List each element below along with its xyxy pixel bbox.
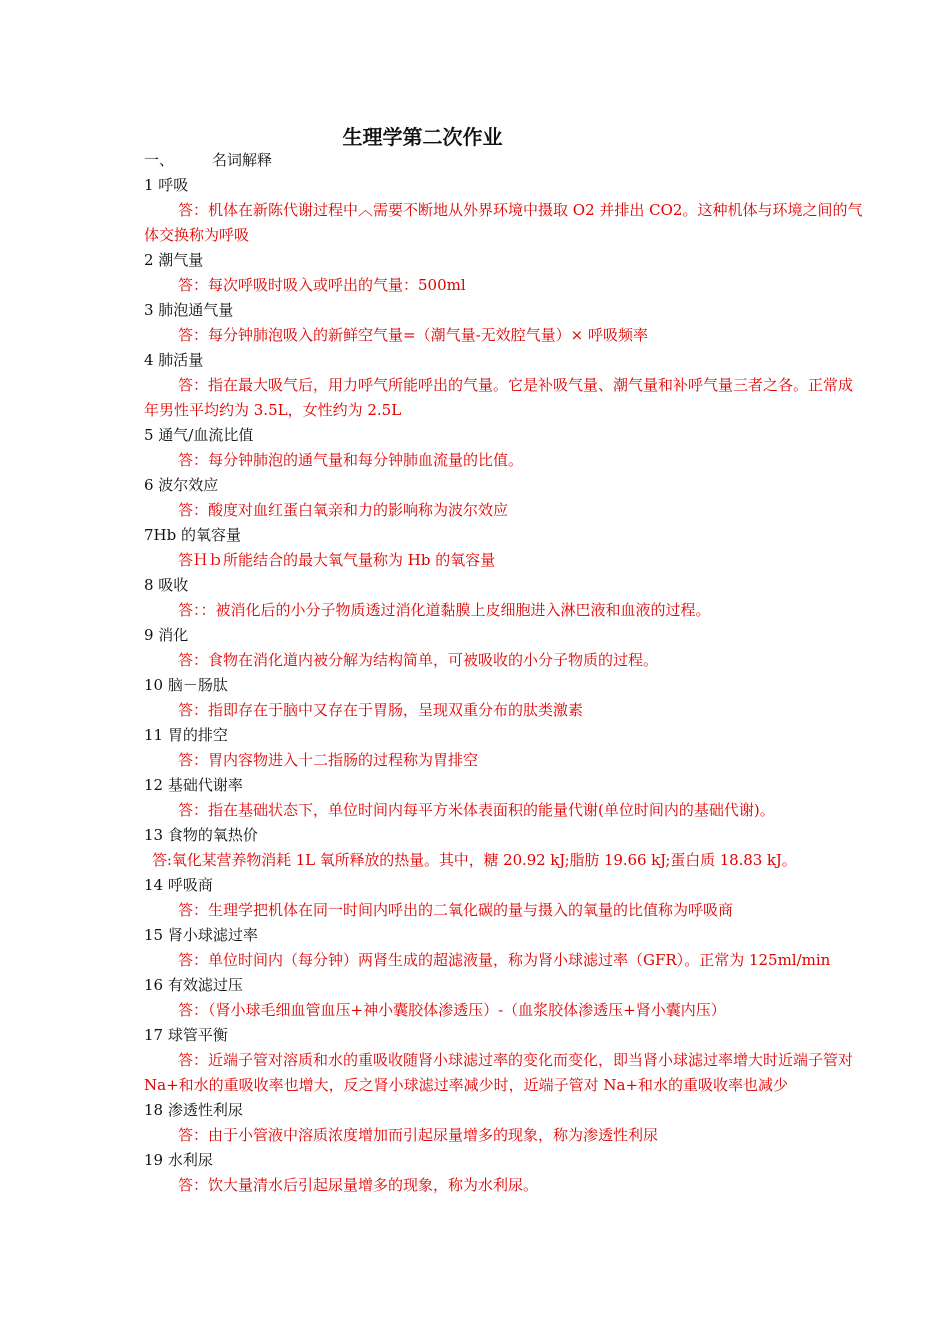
term-heading: 18 渗透性利尿	[144, 1101, 243, 1119]
term-answer: 答：每分钟肺泡的通气量和每分钟肺血流量的比值。	[178, 451, 524, 469]
term-heading: 6 波尔效应	[144, 476, 219, 494]
term-answer: 答：近端子管对溶质和水的重吸收随肾小球滤过率的变化而变化，即当肾小球滤过率增大时近端子管对 Na+和水的重吸收率也增大，反之肾小球滤过率减少时，近端子管对 Na+和水的重吸收率也减少	[144, 1051, 854, 1094]
term-answer: 答：指即存在于脑中又存在于胃肠，呈现双重分布的肽类激素	[178, 701, 584, 719]
term-heading: 8 吸收	[144, 576, 189, 594]
page-title: 生理学第二次作业	[342, 125, 503, 149]
term-heading: 5 通气/血流比值	[144, 426, 254, 444]
term-answer: 答Ｈｂ所能结合的最大氧气量称为 Hb 的氧容量	[178, 551, 496, 569]
term-answer: 答：机体在新陈代谢过程中︿需要不断地从外界环境中摄取 O2 并排出 CO2。这种机体与环境之间的气体交换称为呼吸	[144, 201, 863, 244]
term-answer: 答：生理学把机体在同一时间内呼出的二氧化碳的量与摄入的氧量的比值称为呼吸商	[178, 901, 734, 919]
term-heading: 7Hb 的氧容量	[144, 526, 241, 544]
term-answer: 答：（肾小球毛细血管血压+神小囊胶体渗透压）-（血浆胶体渗透压+肾小囊内压）	[178, 1001, 726, 1019]
section-number: 一、	[144, 151, 175, 169]
term-answer: 答：胃内容物进入十二指肠的过程称为胃排空	[178, 751, 479, 769]
term-heading: 4 肺活量	[144, 351, 204, 369]
term-answer: 答:氧化某营养物消耗 1L 氧所释放的热量。其中，糖 20.92 kJ;脂肪 19.66 kJ;蛋白质 18.83 kJ。	[152, 851, 797, 869]
term-heading: 2 潮气量	[144, 251, 204, 269]
term-heading: 16 有效滤过压	[144, 976, 243, 994]
section-heading	[144, 148, 864, 173]
term-answer: 答：食物在消化道内被分解为结构简单，可被吸收的小分子物质的过程。	[178, 651, 659, 669]
term-answer: 答：单位时间内（每分钟）两肾生成的超滤液量，称为肾小球滤过率（GFR）。正常为 125ml/min	[178, 951, 831, 969]
term-heading: 3 肺泡通气量	[144, 301, 234, 319]
term-answer: 答：指在基础状态下，单位时间内每平方米体表面积的能量代谢(单位时间内的基础代谢)。	[178, 801, 775, 819]
term-heading: 11 胃的排空	[144, 726, 228, 744]
section-label: 名词解释	[212, 151, 273, 169]
term-answer: 答：：被消化后的小分子物质透过消化道黏膜上皮细胞进入淋巴液和血液的过程。	[178, 601, 711, 619]
term-heading: 15 肾小球滤过率	[144, 926, 258, 944]
term-answer: 答：指在最大吸气后，用力呼气所能呼出的气量。它是补吸气量、潮气量和补呼气量三者之各。正常成年男性平均约为 3.5L，女性约为 2.5L	[144, 376, 854, 419]
term-answer: 答：由于小管液中溶质浓度增加而引起尿量增多的现象，称为渗透性利尿	[178, 1126, 659, 1144]
term-heading: 10 脑－肠肽	[144, 676, 228, 694]
term-heading: 17 球管平衡	[144, 1026, 228, 1044]
term-heading: 13 食物的氧热价	[144, 826, 258, 844]
term-heading: 19 水利尿	[144, 1151, 213, 1169]
term-answer: 答：每次呼吸时吸入或呼出的气量：500ml	[178, 276, 466, 294]
term-answer: 答：酸度对血红蛋白氧亲和力的影响称为波尔效应	[178, 501, 509, 519]
document-body	[144, 148, 864, 1198]
term-answer: 答：饮大量清水后引起尿量增多的现象，称为水利尿。	[178, 1176, 539, 1194]
term-heading: 14 呼吸商	[144, 876, 213, 894]
term-heading: 12 基础代谢率	[144, 776, 243, 794]
term-heading: 1 呼吸	[144, 176, 189, 194]
term-heading: 9 消化	[144, 626, 189, 644]
term-answer: 答：每分钟肺泡吸入的新鲜空气量=（潮气量-无效腔气量）× 呼吸频率	[178, 326, 648, 344]
